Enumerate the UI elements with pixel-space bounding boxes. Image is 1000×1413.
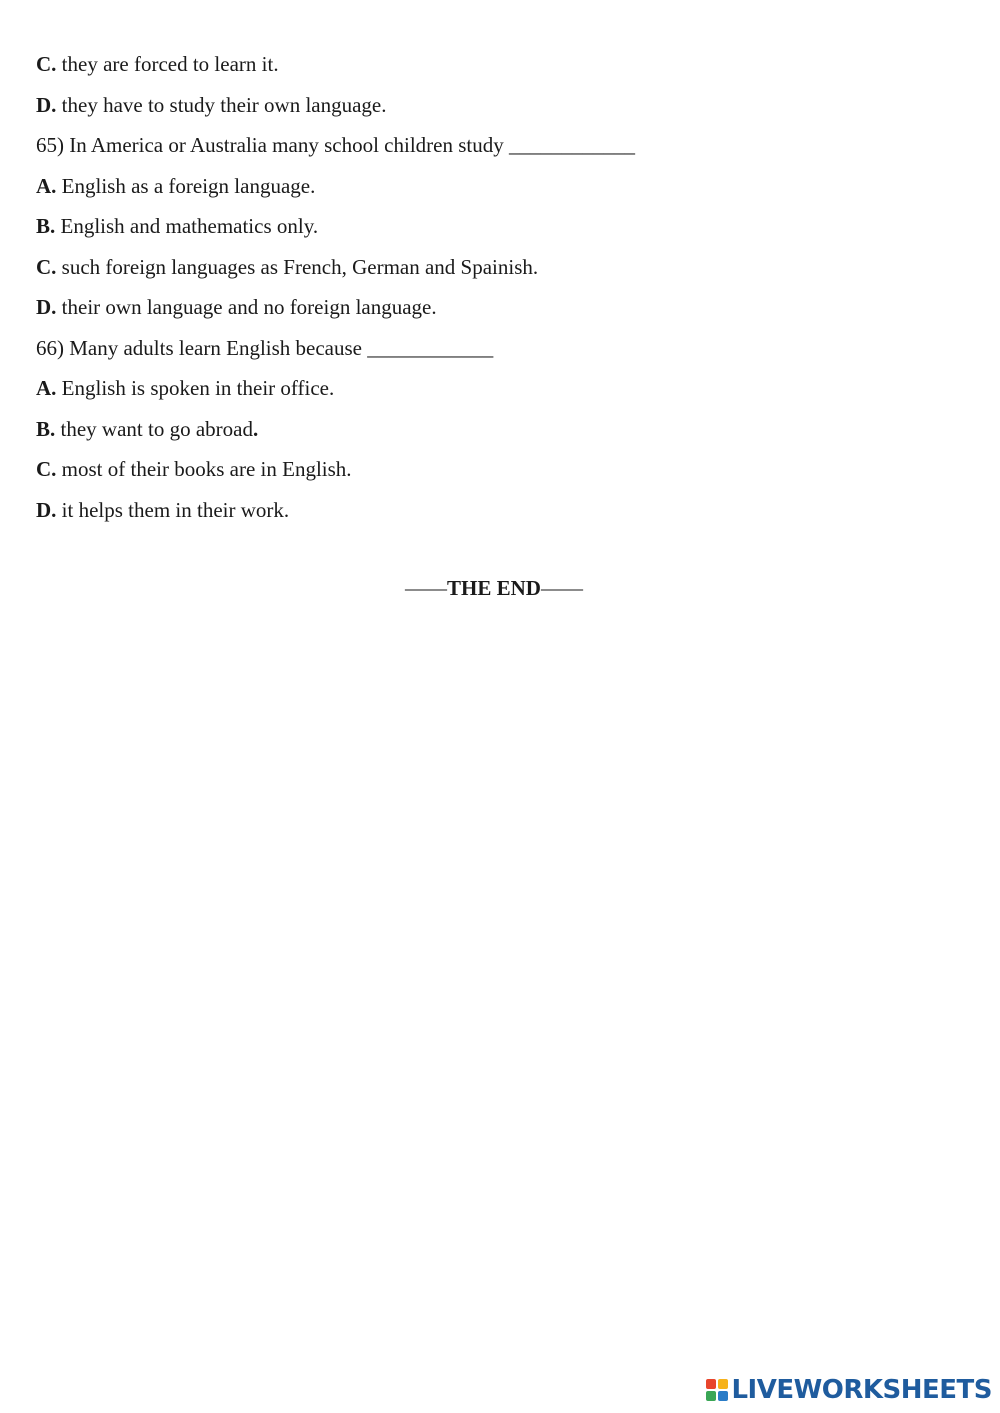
option-text: they want to go abroad (55, 416, 253, 441)
option-text: English and mathematics only. (55, 214, 319, 238)
option-text: they are forced to learn it. (56, 52, 279, 76)
option-text: English is spoken in their office. (56, 376, 335, 400)
worksheet-content (36, 44, 976, 530)
option-line-b-q66 (36, 409, 976, 450)
option-line-c-q64 (36, 44, 976, 85)
option-line-d-q65 (36, 287, 976, 328)
option-letter: C. (36, 52, 57, 76)
option-line-a-q65 (36, 166, 976, 207)
liveworksheets-watermark (706, 1375, 992, 1405)
option-letter: D. (36, 497, 57, 522)
question-65 (36, 125, 976, 166)
option-text: they have to study their own language. (56, 92, 387, 117)
option-letter: C. (36, 254, 57, 279)
option-text-tail: . (252, 416, 259, 441)
end-text: THE END (447, 576, 541, 600)
option-text: most of their books are in English. (56, 457, 352, 481)
option-letter: D. (36, 295, 57, 319)
logo-square-yellow (718, 1379, 728, 1389)
option-letter: C. (36, 457, 57, 481)
option-line-a-q66 (36, 368, 976, 409)
question-66 (36, 328, 976, 369)
logo-square-green (706, 1391, 716, 1401)
option-text: English as a foreign language. (56, 173, 316, 198)
logo-square-blue (718, 1391, 728, 1401)
the-end-marker (0, 568, 988, 608)
option-letter: D. (36, 92, 57, 117)
option-line-d-q64 (36, 85, 976, 126)
option-line-c-q65 (36, 247, 976, 288)
option-letter: B. (36, 214, 56, 238)
end-dash-right: —— (540, 576, 583, 600)
brand-name: LIVEWORKSHEETS (731, 1375, 992, 1405)
option-text: it helps them in their work. (56, 497, 290, 522)
option-line-d-q66 (36, 490, 976, 531)
question-text: 65) In America or Australia many school children study ____________ (36, 133, 635, 157)
logo-square-red (706, 1379, 716, 1389)
liveworksheets-logo-icon (706, 1379, 728, 1401)
option-line-c-q66 (36, 449, 976, 490)
end-dash-left: —— (405, 576, 448, 600)
option-text: their own language and no foreign language. (56, 295, 437, 319)
option-letter: A. (36, 376, 57, 400)
question-text: 66) Many adults learn English because ____________ (36, 335, 494, 360)
option-text: such foreign languages as French, German and Spainish. (56, 254, 539, 279)
option-line-b-q65 (36, 206, 976, 247)
option-letter: B. (36, 416, 56, 441)
option-letter: A. (36, 173, 57, 198)
